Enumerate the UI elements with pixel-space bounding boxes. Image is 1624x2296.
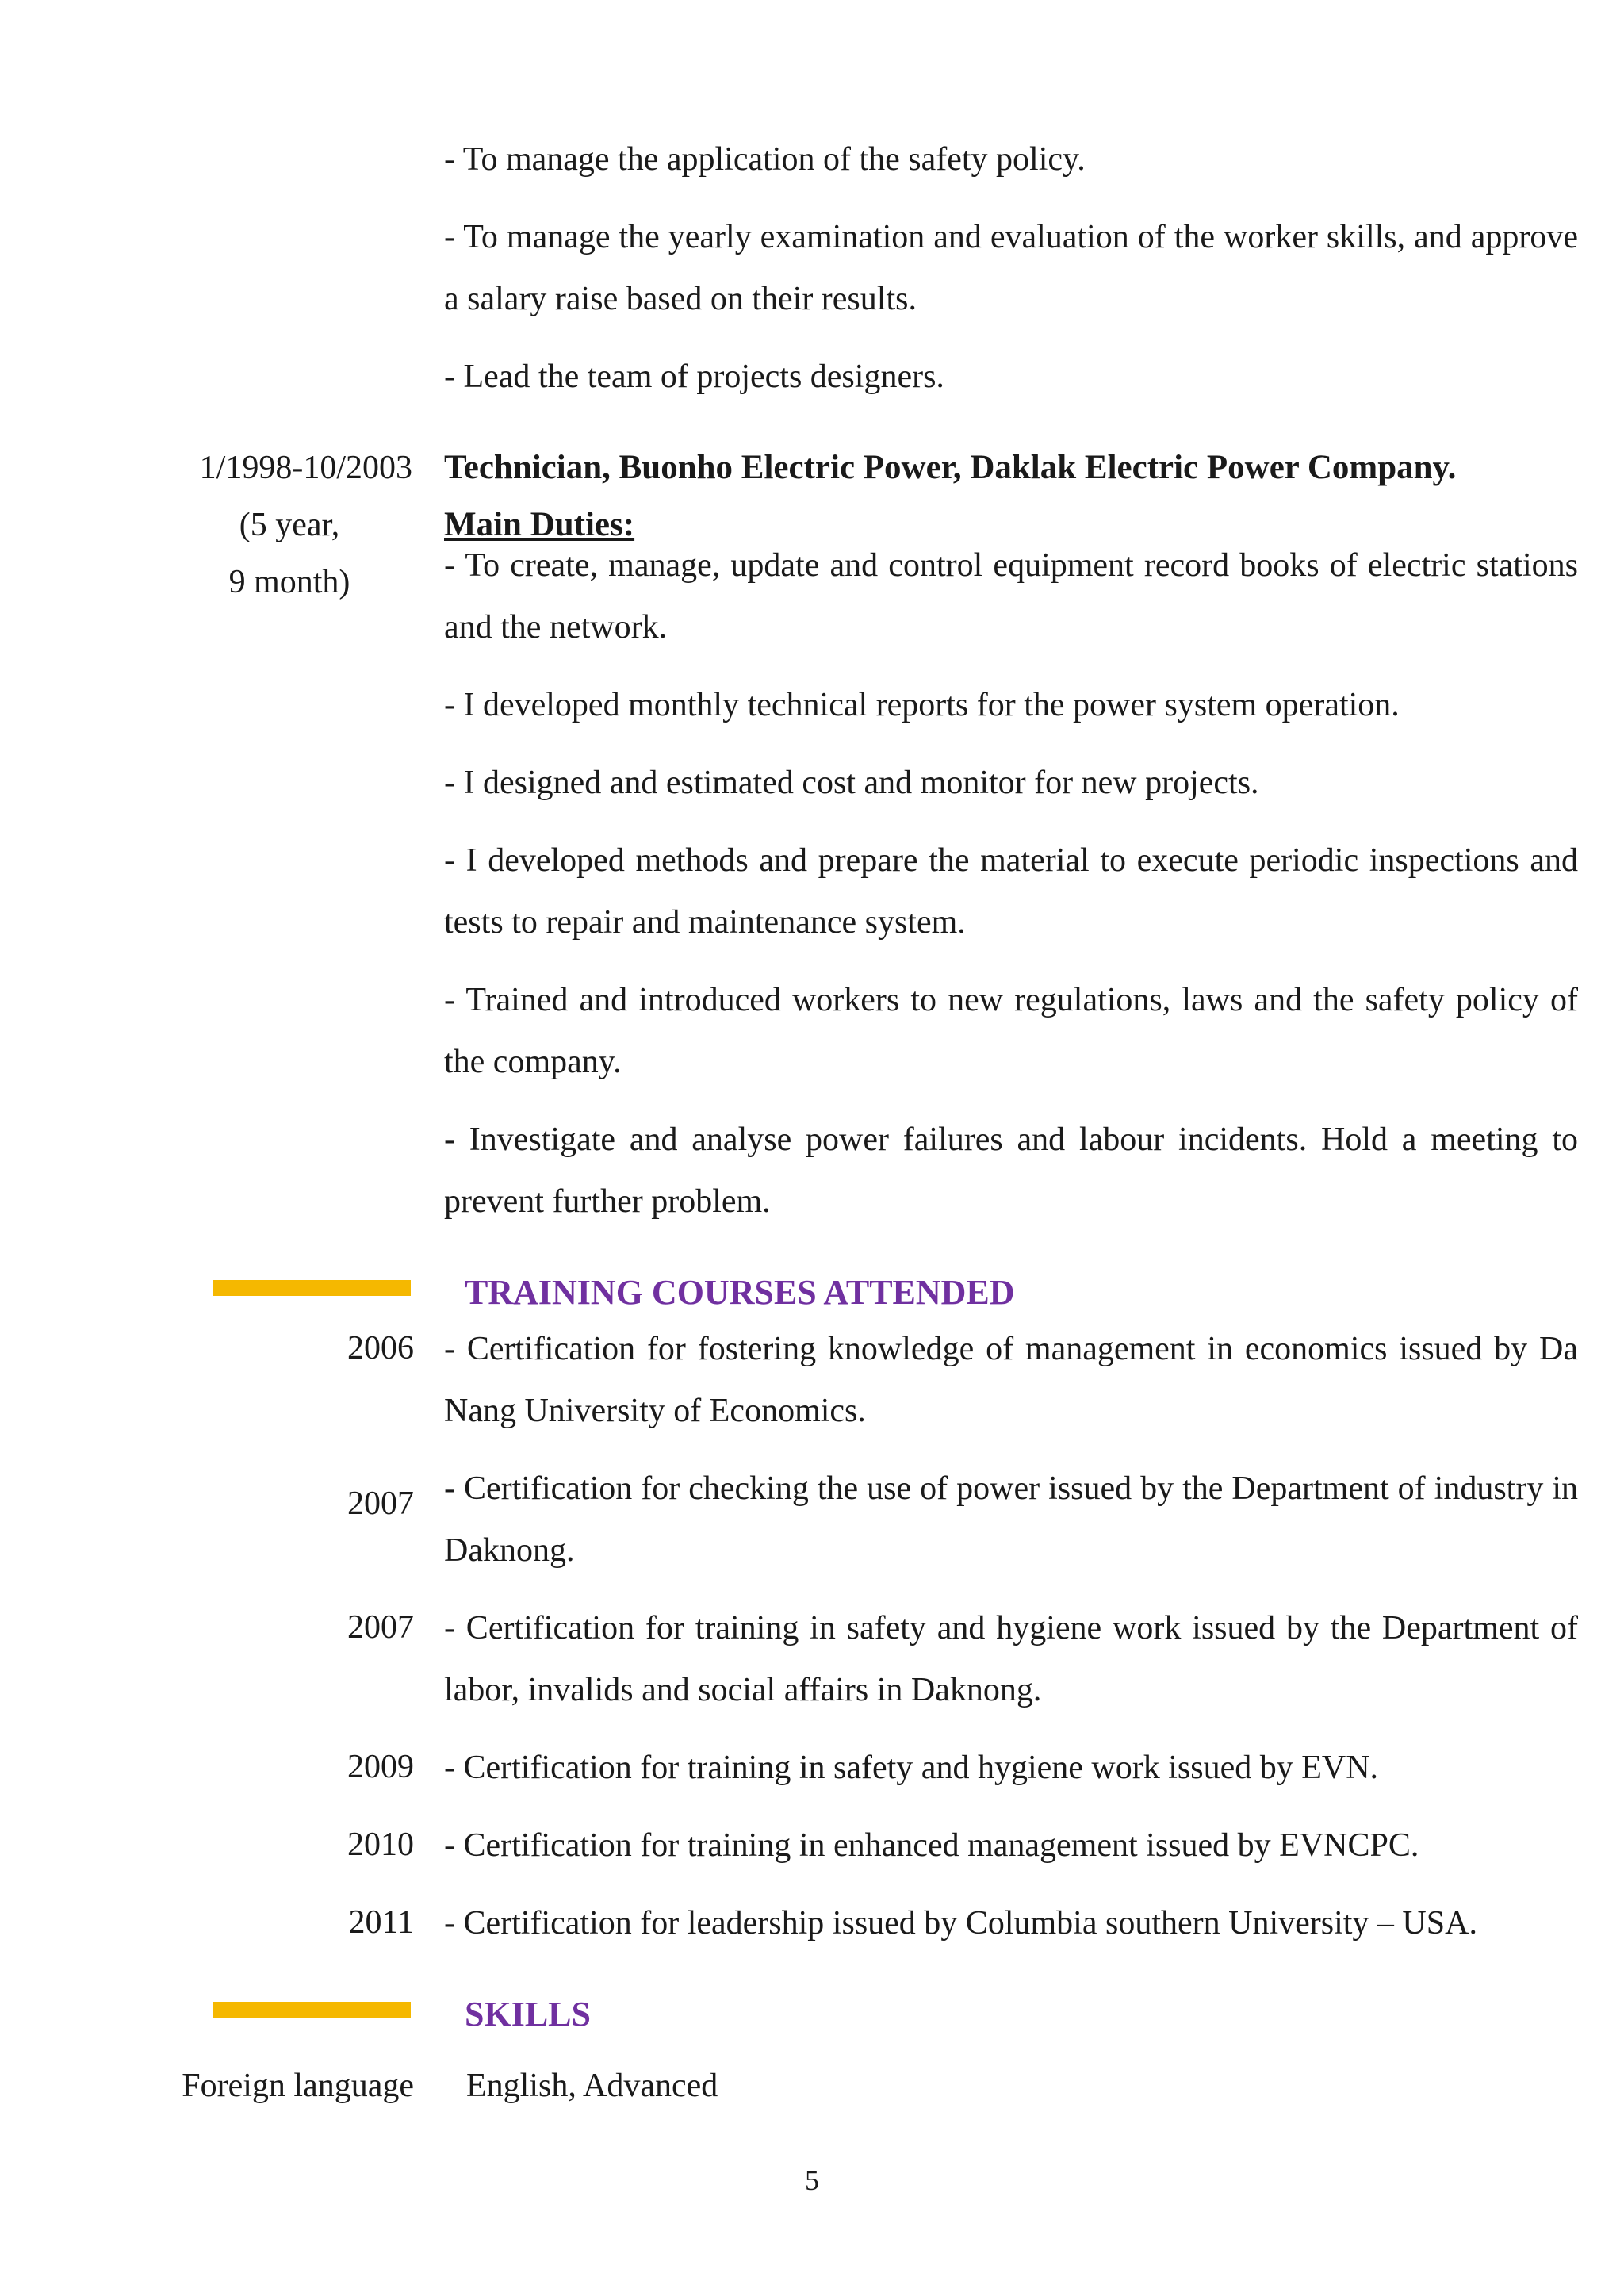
- training-item-6: - Certification for leadership issued by Columbia southern University – USA.: [444, 1905, 1477, 1941]
- training-item-3: - Certification for training in safety and hygiene work issued by the Department of labor, invalids and social affairs in Daknong.: [444, 1610, 1578, 1708]
- duty-item-6: - Investigate and analyse power failures and labour incidents. Hold a meeting to prevent further problem.: [444, 1121, 1578, 1220]
- skills-label: Foreign language: [182, 2068, 414, 2104]
- training-year-1: 2006: [347, 1330, 414, 1366]
- training-item-4: - Certification for training in safety and hygiene work issued by EVN.: [444, 1750, 1379, 1786]
- skills-accent-bar: [213, 2002, 411, 2018]
- prev-duty-1: - To manage the application of the safety policy.: [444, 141, 1086, 178]
- training-item-5: - Certification for training in enhanced management issued by EVNCPC.: [444, 1827, 1419, 1864]
- training-year-3: 2007: [347, 1609, 414, 1646]
- training-accent-bar: [213, 1280, 411, 1296]
- duty-item-1: - To create, manage, update and control equipment record books of electric stations and the network.: [444, 547, 1578, 646]
- job-title: Technician, Buonho Electric Power, Daklak Electric Power Company.: [444, 449, 1457, 486]
- duty-item-5: - Trained and introduced workers to new regulations, laws and the safety policy of the company.: [444, 982, 1578, 1080]
- training-item-2: - Certification for checking the use of power issued by the Department of industry in Daknong.: [444, 1470, 1578, 1569]
- training-year-2: 2007: [347, 1485, 414, 1522]
- training-year-5: 2010: [347, 1826, 414, 1863]
- duty-item-3: - I designed and estimated cost and monitor for new projects.: [444, 765, 1259, 801]
- job-duration-line1: (5 year,: [239, 507, 340, 543]
- job-duration-line2: 9 month): [228, 564, 350, 600]
- prev-duty-2: - To manage the yearly examination and evaluation of the worker skills, and approve a salary raise based on their results.: [444, 219, 1578, 317]
- skills-value: English, Advanced: [466, 2068, 718, 2104]
- skills-heading: SKILLS: [465, 1995, 591, 2033]
- duty-item-2: - I developed monthly technical reports for the power system operation.: [444, 687, 1400, 723]
- training-year-4: 2009: [347, 1749, 414, 1785]
- training-year-6: 2011: [348, 1904, 414, 1941]
- duty-item-4: - I developed methods and prepare the material to execute periodic inspections and tests to repair and maintenance system.: [444, 842, 1578, 941]
- prev-duty-3: - Lead the team of projects designers.: [444, 358, 944, 395]
- job-period: 1/1998-10/2003: [199, 450, 412, 486]
- training-heading: TRAINING COURSES ATTENDED: [465, 1273, 1015, 1312]
- duties-heading: Main Duties:: [444, 506, 635, 543]
- training-item-1: - Certification for fostering knowledge of management in economics issued by Da Nang University of Economics.: [444, 1331, 1578, 1429]
- page-number: 5: [805, 2164, 819, 2196]
